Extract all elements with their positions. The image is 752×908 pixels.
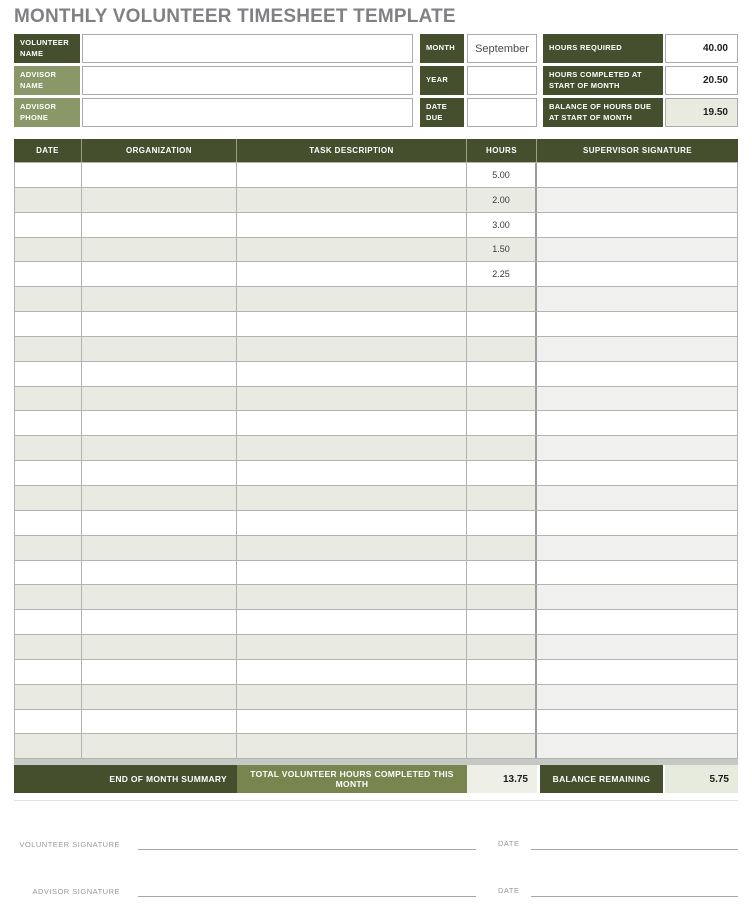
cell-task[interactable] — [237, 610, 467, 634]
cell-date[interactable] — [14, 387, 82, 411]
header-hours: HOURS — [467, 139, 537, 162]
signature-section — [14, 800, 738, 897]
header-organization: ORGANIZATION — [82, 139, 237, 162]
month-label: MONTH — [420, 34, 464, 63]
table-row — [14, 436, 738, 461]
cell-task[interactable] — [237, 287, 467, 311]
cell-organization[interactable] — [82, 585, 237, 609]
balance-remaining-label: BALANCE REMAINING — [540, 765, 663, 793]
cell-signature[interactable] — [537, 734, 738, 758]
hours-required-field[interactable]: 40.00 — [665, 34, 738, 63]
cell-task[interactable] — [237, 312, 467, 336]
cell-organization[interactable] — [82, 238, 237, 262]
table-row — [14, 461, 738, 486]
advisor-signature-line[interactable] — [138, 896, 476, 897]
cell-organization[interactable] — [82, 387, 237, 411]
timesheet-table — [14, 139, 738, 759]
cell-organization[interactable] — [82, 337, 237, 361]
hours-completed-field[interactable]: 20.50 — [665, 66, 738, 95]
info-section — [14, 34, 738, 127]
cell-task[interactable] — [237, 436, 467, 460]
volunteer-name-field[interactable] — [82, 34, 413, 63]
table-row — [14, 362, 738, 387]
cell-signature[interactable] — [537, 635, 738, 659]
table-row — [14, 635, 738, 660]
cell-task[interactable] — [237, 585, 467, 609]
table-row — [14, 536, 738, 561]
header-supervisor-signature: SUPERVISOR SIGNATURE — [582, 146, 693, 155]
cell-signature[interactable] — [537, 362, 738, 386]
cell-organization[interactable] — [82, 461, 237, 485]
cell-signature[interactable] — [537, 486, 738, 510]
total-hours-label: TOTAL VOLUNTEER HOURS COMPLETED THIS MONTH — [237, 765, 467, 793]
cell-date[interactable] — [14, 486, 82, 510]
cell-task[interactable] — [237, 536, 467, 560]
cell-date[interactable] — [14, 287, 82, 311]
table-row — [14, 710, 738, 735]
cell-hours[interactable] — [467, 312, 537, 336]
cell-organization[interactable] — [82, 610, 237, 634]
balance-due-label: BALANCE OF HOURS DUE AT START OF MONTH — [543, 98, 663, 127]
cell-hours[interactable] — [467, 635, 537, 659]
cell-task[interactable] — [237, 188, 467, 212]
cell-date[interactable] — [14, 337, 82, 361]
balance-due-value: 19.50 — [665, 98, 738, 127]
cell-hours[interactable]: 5.00 — [467, 163, 537, 187]
table-row — [14, 610, 738, 635]
advisor-name-label: ADVISOR NAME — [14, 66, 80, 95]
cell-hours[interactable] — [467, 436, 537, 460]
cell-organization[interactable] — [82, 436, 237, 460]
volunteer-date-label: DATE — [498, 839, 520, 849]
cell-task[interactable] — [237, 660, 467, 684]
cell-signature[interactable] — [537, 436, 738, 460]
table-row — [14, 262, 738, 287]
table-row — [14, 287, 738, 312]
cell-hours[interactable]: 1.50 — [467, 238, 537, 262]
cell-organization[interactable] — [82, 411, 237, 435]
cell-signature[interactable] — [537, 411, 738, 435]
cell-task[interactable] — [237, 561, 467, 585]
cell-signature[interactable] — [537, 585, 738, 609]
volunteer-signature-label: VOLUNTEER SIGNATURE — [19, 840, 120, 850]
total-hours-value: 13.75 — [467, 765, 537, 793]
cell-date[interactable] — [14, 213, 82, 237]
table-row — [14, 411, 738, 436]
cell-organization[interactable] — [82, 660, 237, 684]
cell-signature[interactable] — [537, 461, 738, 485]
cell-hours[interactable] — [467, 536, 537, 560]
cell-hours[interactable] — [467, 486, 537, 510]
cell-date[interactable] — [14, 362, 82, 386]
table-row — [14, 685, 738, 710]
header-task-description: TASK DESCRIPTION — [237, 139, 467, 162]
hours-required-label: HOURS REQUIRED — [543, 34, 663, 63]
cell-signature[interactable] — [537, 163, 738, 187]
cell-signature[interactable] — [537, 710, 738, 734]
table-row — [14, 213, 738, 238]
cell-organization[interactable] — [82, 710, 237, 734]
cell-date[interactable] — [14, 585, 82, 609]
cell-task[interactable] — [237, 387, 467, 411]
cell-date[interactable] — [14, 411, 82, 435]
cell-date[interactable] — [14, 511, 82, 535]
cell-hours[interactable] — [467, 511, 537, 535]
cell-hours[interactable]: 2.00 — [467, 188, 537, 212]
cell-signature[interactable] — [537, 213, 738, 237]
cell-task[interactable] — [237, 734, 467, 758]
cell-date[interactable] — [14, 635, 82, 659]
cell-hours[interactable] — [467, 362, 537, 386]
cell-organization[interactable] — [82, 561, 237, 585]
cell-date[interactable] — [14, 188, 82, 212]
cell-date[interactable] — [14, 461, 82, 485]
table-row — [14, 585, 738, 610]
cell-signature[interactable] — [537, 287, 738, 311]
cell-signature[interactable] — [537, 312, 738, 336]
cell-date[interactable] — [14, 660, 82, 684]
cell-hours[interactable] — [467, 660, 537, 684]
cell-date[interactable] — [14, 262, 82, 286]
cell-signature[interactable] — [537, 561, 738, 585]
cell-organization[interactable] — [82, 511, 237, 535]
volunteer-signature-line[interactable] — [138, 849, 476, 850]
cell-task[interactable] — [237, 511, 467, 535]
advisor-signature-row — [14, 864, 738, 897]
cell-task[interactable] — [237, 486, 467, 510]
volunteer-date-line[interactable] — [531, 849, 738, 850]
cell-task[interactable] — [237, 337, 467, 361]
cell-organization[interactable] — [82, 262, 237, 286]
cell-task[interactable] — [237, 685, 467, 709]
cell-hours[interactable] — [467, 561, 537, 585]
table-row — [14, 337, 738, 362]
volunteer-signature-row — [14, 817, 738, 850]
cell-signature[interactable] — [537, 188, 738, 212]
cell-date[interactable] — [14, 238, 82, 262]
advisor-date-line[interactable] — [531, 896, 738, 897]
table-row — [14, 486, 738, 511]
cell-hours[interactable] — [467, 287, 537, 311]
cell-date[interactable] — [14, 436, 82, 460]
cell-task[interactable] — [237, 262, 467, 286]
cell-hours[interactable]: 3.00 — [467, 213, 537, 237]
cell-hours[interactable] — [467, 585, 537, 609]
cell-signature[interactable] — [537, 238, 738, 262]
info-row-1 — [14, 34, 738, 63]
table-row — [14, 188, 738, 213]
cell-organization[interactable] — [82, 213, 237, 237]
advisor-date-label: DATE — [498, 886, 520, 896]
cell-signature[interactable] — [537, 660, 738, 684]
cell-organization[interactable] — [82, 486, 237, 510]
date-due-label: DATE DUE — [420, 98, 464, 127]
cell-signature[interactable] — [537, 511, 738, 535]
cell-date[interactable] — [14, 536, 82, 560]
table-header-row — [14, 139, 738, 162]
table-row — [14, 312, 738, 337]
cell-signature[interactable] — [537, 685, 738, 709]
cell-task[interactable] — [237, 163, 467, 187]
cell-organization[interactable] — [82, 536, 237, 560]
cell-date[interactable] — [14, 610, 82, 634]
cell-date[interactable] — [14, 685, 82, 709]
cell-hours[interactable] — [467, 734, 537, 758]
year-field[interactable] — [467, 66, 537, 95]
table-row — [14, 238, 738, 263]
cell-signature[interactable] — [537, 337, 738, 361]
cell-date[interactable] — [14, 163, 82, 187]
cell-signature[interactable] — [537, 536, 738, 560]
cell-task[interactable] — [237, 362, 467, 386]
cell-organization[interactable] — [82, 287, 237, 311]
cell-organization[interactable] — [82, 635, 237, 659]
cell-hours[interactable] — [467, 387, 537, 411]
cell-date[interactable] — [14, 710, 82, 734]
balance-remaining-value: 5.75 — [665, 765, 738, 793]
cell-hours[interactable] — [467, 411, 537, 435]
cell-task[interactable] — [237, 635, 467, 659]
cell-task[interactable] — [237, 710, 467, 734]
cell-date[interactable] — [14, 312, 82, 336]
advisor-phone-label: ADVISOR PHONE — [14, 98, 80, 127]
info-row-2 — [14, 66, 738, 95]
cell-organization[interactable] — [82, 734, 237, 758]
cell-signature[interactable] — [537, 387, 738, 411]
page-title: MONTHLY VOLUNTEER TIMESHEET TEMPLATE — [14, 6, 456, 27]
info-row-3 — [14, 98, 738, 127]
month-field[interactable]: September — [467, 34, 537, 63]
year-label: YEAR — [420, 66, 464, 95]
cell-task[interactable] — [237, 238, 467, 262]
cell-task[interactable] — [237, 213, 467, 237]
cell-organization[interactable] — [82, 685, 237, 709]
header-date: DATE — [14, 139, 82, 162]
page — [14, 0, 738, 897]
cell-task[interactable] — [237, 411, 467, 435]
timesheet-body — [14, 162, 738, 759]
advisor-name-field[interactable] — [82, 66, 413, 95]
cell-hours[interactable] — [467, 685, 537, 709]
cell-organization[interactable] — [82, 362, 237, 386]
table-row — [14, 163, 738, 188]
end-of-month-summary-label: END OF MONTH SUMMARY — [14, 765, 237, 793]
cell-organization[interactable] — [82, 188, 237, 212]
cell-hours[interactable] — [467, 710, 537, 734]
cell-date[interactable] — [14, 561, 82, 585]
date-due-field[interactable] — [467, 98, 537, 127]
cell-hours[interactable] — [467, 337, 537, 361]
table-row — [14, 660, 738, 685]
table-row — [14, 511, 738, 536]
cell-hours[interactable]: 2.25 — [467, 262, 537, 286]
cell-signature[interactable] — [537, 610, 738, 634]
advisor-signature-label: ADVISOR SIGNATURE — [32, 887, 120, 897]
hours-completed-label: HOURS COMPLETED AT START OF MONTH — [543, 66, 663, 95]
cell-organization[interactable] — [82, 312, 237, 336]
cell-hours[interactable] — [467, 461, 537, 485]
cell-hours[interactable] — [467, 610, 537, 634]
cell-organization[interactable] — [82, 163, 237, 187]
cell-task[interactable] — [237, 461, 467, 485]
cell-signature[interactable] — [537, 262, 738, 286]
cell-date[interactable] — [14, 734, 82, 758]
summary-row — [14, 765, 738, 793]
table-row — [14, 734, 738, 759]
table-row — [14, 387, 738, 412]
advisor-phone-field[interactable] — [82, 98, 413, 127]
table-row — [14, 561, 738, 586]
volunteer-name-label: VOLUNTEER NAME — [14, 34, 80, 63]
